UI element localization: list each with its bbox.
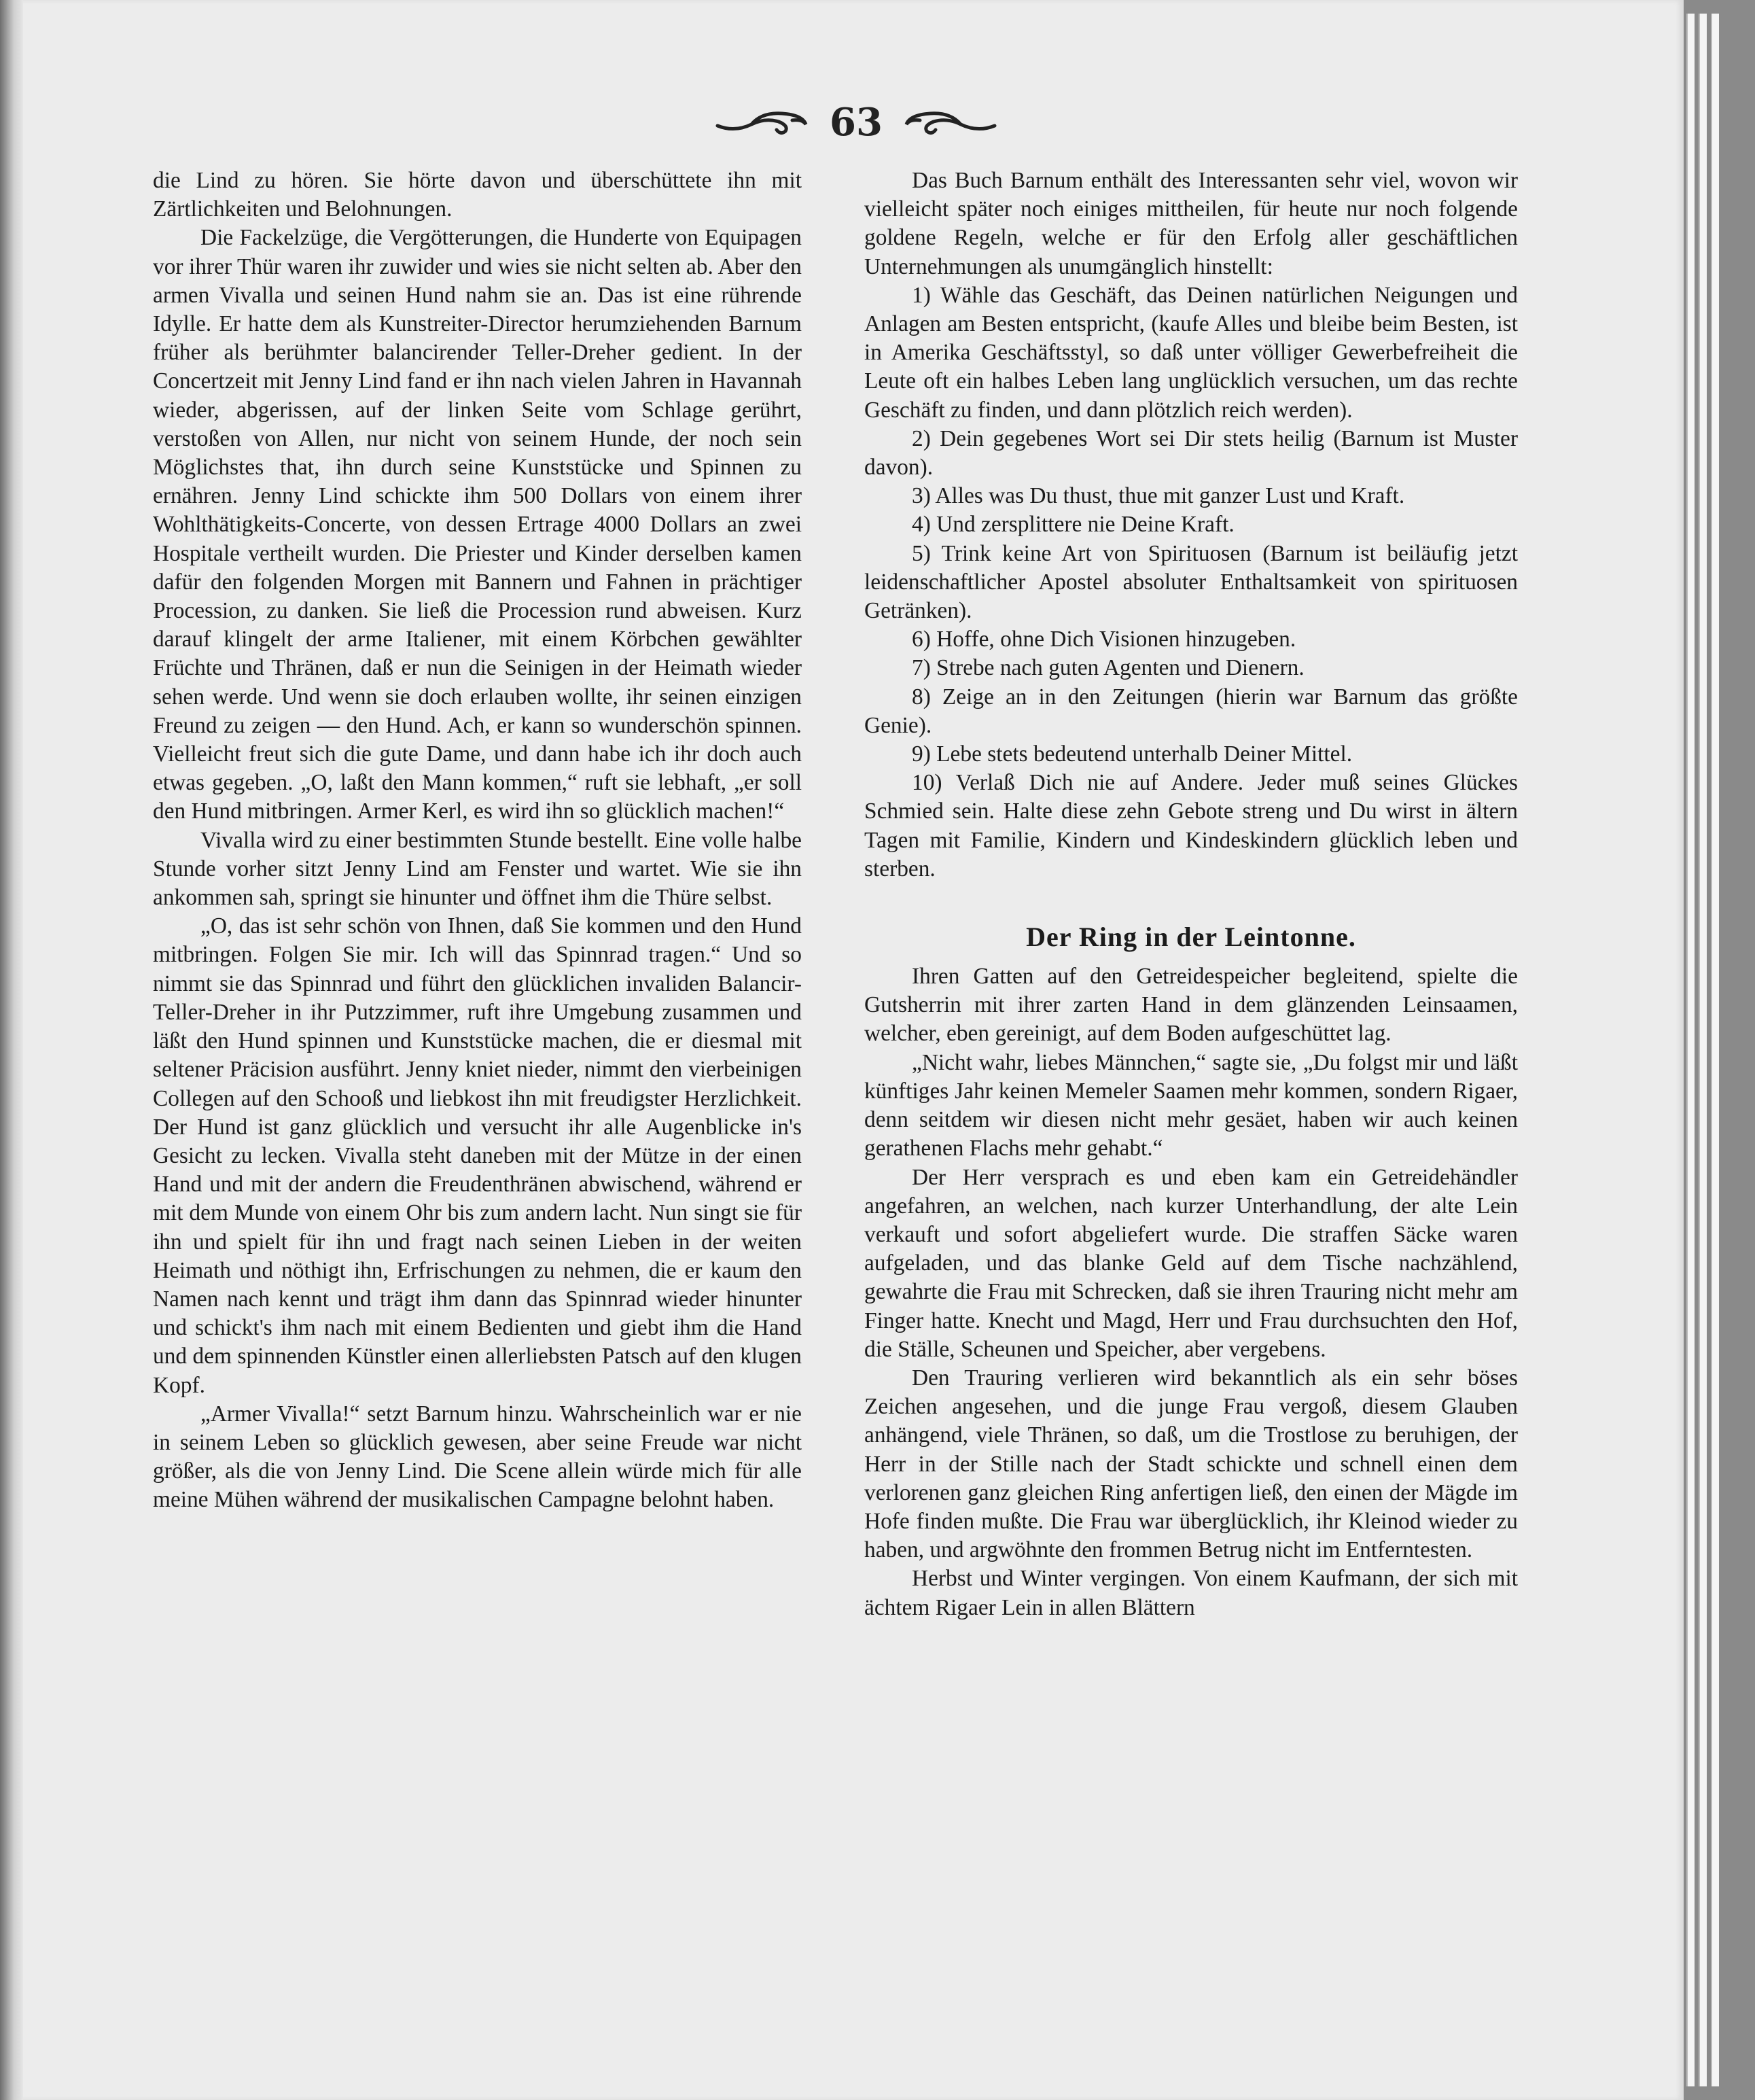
story-paragraph: Ihren Gatten auf den Getreidespeicher begleitend, spielte die Gutsherrin mit ihrer zarten Hand in dem glänzenden Leinsaamen, welcher, eben gereinigt, auf dem Boden aufgeschüttet lag. bbox=[864, 964, 1518, 1047]
story-paragraph: „Nicht wahr, liebes Männchen,“ sagte sie, „Du folgst mir und läßt künftiges Jahr keinen Memeler Saamen mehr kommen, sondern Rigaer, denn seitdem wir diesen nicht mehr gesäet, haben wir auch keinen gerathenen Flachs mehr gehabt.“ bbox=[864, 1049, 1518, 1161]
section-spacer bbox=[864, 883, 1518, 912]
right-ornament-icon bbox=[903, 105, 998, 139]
rule-item: 3) Alles was Du thust, thue mit ganzer Lust und Kraft. bbox=[912, 483, 1405, 509]
rule-item: 10) Verlaß Dich nie auf Andere. Jeder muß seines Glückes Schmied sein. Halte diese zehn Gebote streng und Du wirst in ältern Tagen mit Familie, Kindern und Kindeskindern glücklich leben und sterben. bbox=[864, 770, 1518, 881]
story-paragraph: Der Herr versprach es und eben kam ein Getreidehändler angefahren, an welchen, nach kurzer Unterhandlung, der alte Lein verkauft und sofort abgeliefert wurde. Die straffen Säcke waren aufgeladen, und das blanke Geld auf dem Tische nachzählend, gewahrte die Frau mit Schrecken, daß sie ihren Trauring nicht mehr am Finger hatte. Knecht und Magd, Herr und Frau durchsuchten den Hof, die Ställe, Scheunen und Speicher, aber vergebens. bbox=[864, 1164, 1518, 1362]
intro-paragraph: Das Buch Barnum enthält des Interessanten sehr viel, wovon wir vielleicht später noch einiges mittheilen, für heute nur noch folgende goldene Regeln, welche er für den Erfolg aller geschäftlichen Unternehmungen als unumgänglich hinstellt: bbox=[864, 168, 1518, 279]
right-column bbox=[864, 167, 1518, 1622]
section-title: Der Ring in der Leintonne. bbox=[1026, 922, 1356, 953]
paragraph: Vivalla wird zu einer bestimmten Stunde bestellt. Eine volle halbe Stunde vorher sitzt Jenny Lind am Fenster und wartet. Wie sie ihn ankommen sah, springt sie hinunter und öffnet ihm die Thüre selbst. bbox=[153, 827, 802, 911]
rule-item: 2) Dein gegebenes Wort sei Dir stets heilig (Barnum ist Muster davon). bbox=[864, 425, 1518, 480]
paragraph: Die Fackelzüge, die Vergötterungen, die Hunderte von Equipagen vor ihrer Thür waren ihr zuwider und wies sie nicht selten ab. Aber den armen Vivalla und seinen Hund nahm sie an. Das ist eine rührende Idylle. Er hatte dem als Kunstreiter-Director herumziehenden Barnum früher als berühmter balancirender Teller-Dreher gedient. In der Concertzeit mit Jenny Lind fand er ihn nach vielen Jahren in Havannah wieder, abgerissen, auf der linken Seite vom Schlage gerührt, verstoßen von Allen, nur nicht von seinem Hunde, der noch sein Möglichstes that, ihn durch seine Kunststücke und Spinnen zu ernähren. Jenny Lind schickte ihm 500 Dollars von einem ihrer Wohlthätigkeits-Concerte, von dessen Ertrage 4000 Dollars an zwei Hospitale vertheilt wurden. Die Priester und Kinder derselben kamen dafür den folgenden Morgen mit Bannern und Fahnen in prächtiger Procession, zu danken. Sie ließ die Procession rund abweisen. Kurz darauf klingelt der arme Italiener, mit einem Körbchen gewählter Früchte und Thränen, daß er nun die Seinigen in der Heimath wieder sehen werde. Und wenn sie doch erlauben wollte, ihr seinen einzigen Freund zu zeigen — den Hund. Ach, er kann so wunderschön spinnen. Vielleicht freut sich die gute Dame, und dann habe ich ihr doch auch etwas gegeben. „O, laßt den Mann kommen,“ ruft sie lebhaft, „er soll den Hund mitbringen. Armer Kerl, es wird ihn so glücklich machen!“ bbox=[153, 225, 802, 824]
rule-item: 7) Strebe nach guten Agenten und Dienern. bbox=[912, 655, 1305, 681]
rule-item: 8) Zeige an in den Zeitungen (hierin war Barnum das größte Genie). bbox=[864, 684, 1518, 738]
page-header bbox=[707, 95, 1006, 150]
page-number: 63 bbox=[830, 100, 883, 145]
book-binding-edge bbox=[0, 0, 23, 2100]
paragraph: die Lind zu hören. Sie hörte davon und überschüttete ihn mit Zärtlichkeiten und Belohnungen. bbox=[153, 168, 802, 222]
rule-item: 4) Und zersplittere nie Deine Kraft. bbox=[912, 512, 1235, 538]
story-paragraph: Herbst und Winter vergingen. Von einem Kaufmann, der sich mit ächtem Rigaer Lein in allen Blättern bbox=[864, 1566, 1518, 1620]
paragraph: „Armer Vivalla!“ setzt Barnum hinzu. Wahrscheinlich war er nie in seinem Leben so glücklich gewesen, aber seine Freude war nicht größer, als die von Jenny Lind. Die Scene allein würde mich für alle meine Mühen während der musikalischen Campagne belohnt haben. bbox=[153, 1401, 802, 1513]
page-edge-2 bbox=[1699, 14, 1707, 2086]
rule-item: 6) Hoffe, ohne Dich Visionen hinzugeben. bbox=[912, 627, 1296, 652]
rule-item: 1) Wähle das Geschäft, das Deinen natürlichen Neigungen und Anlagen am Besten entspricht, (kaufe Alles und bleibe beim Besten, ist in Amerika Geschäftsstyl, so daß unter völliger Gewerbefreiheit die Leute oft ein halbes Leben lang unglücklich versuchen, um das rechte Geschäft zu finden, und dann plötzlich reich werden). bbox=[864, 282, 1518, 423]
rule-item: 5) Trink keine Art von Spirituosen (Barnum ist beiläufig jetzt leidenschaftlicher Apostel absoluter Enthaltsamkeit von spirituosen Getränken). bbox=[864, 540, 1518, 624]
left-ornament-icon bbox=[714, 105, 809, 139]
story-paragraph: Den Trauring verlieren wird bekanntlich als ein sehr böses Zeichen angesehen, und die junge Frau vergoß, diesem Glauben anhängend, viele Thränen, so daß, um die Trostlose zu beruhigen, der Herr in der Stille nach der Stadt schickte und schnell einen dem verlorenen ganz gleichen Ring anfertigen ließ, den einen der Mägde im Hofe finden mußte. Die Frau war überglücklich, ihr Kleinod wieder zu haben, und argwöhnte den frommen Betrug nicht im Entferntesten. bbox=[864, 1365, 1518, 1563]
page-edge-3 bbox=[1711, 14, 1719, 2086]
rule-item: 9) Lebe stets bedeutend unterhalb Deiner Mittel. bbox=[912, 741, 1353, 767]
page-edge-1 bbox=[1686, 14, 1695, 2086]
left-column bbox=[153, 167, 802, 1515]
paragraph: „O, das ist sehr schön von Ihnen, daß Sie kommen und den Hund mitbringen. Folgen Sie mir. Ich will das Spinnrad tragen.“ Und so nimmt sie das Spinnrad und führt den glücklichen invaliden Balancir-Teller-Dreher in ihr Putzzimmer, ruft ihre Umgebung zusammen und läßt den Hund spinnen und Kunststücke machen, die er diesmal mit seltener Präcision ausführt. Jenny kniet nieder, nimmt den vierbeinigen Collegen auf den Schooß und liebkost ihn mit freudigster Herzlichkeit. Der Hund ist ganz glücklich und versucht ihr alle Augenblicke in's Gesicht zu lecken. Vivalla steht daneben mit der Mütze in der einen Hand und mit der andern die Freudenthränen abwischend, während er mit dem Munde von einem Ohr bis zum andern lacht. Nun singt sie für ihn und spielt für ihn und fragt nach seinen Lieben in der weiten Heimath und nöthigt ihn, Erfrischungen zu nehmen, die er kaum den Namen nach kennt und trägt ihm dann das Spinnrad wieder hinunter und schickt's ihm nach mit einem Bedienten und giebt ihm die Hand und dem spinnenden Künstler einen allerliebsten Patsch auf den klugen Kopf. bbox=[153, 913, 802, 1398]
